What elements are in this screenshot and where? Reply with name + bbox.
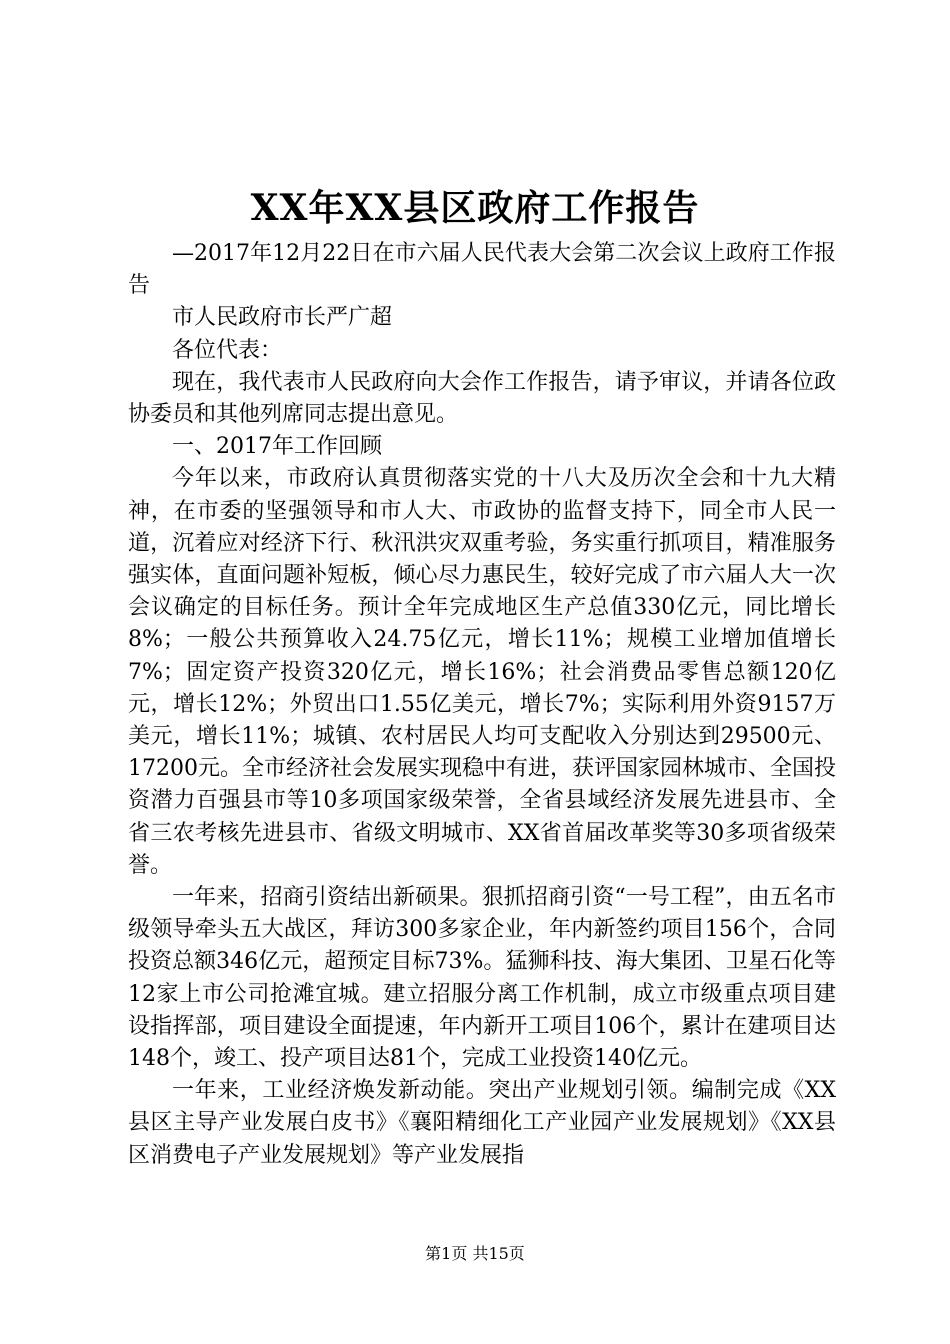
paragraph-investment: 一年来，招商引资结出新硕果。狠抓招商引资“一号工程”，由五名市级领导牵头五大战区，拜访300多家企业，年内新签约项目156个，合同投资总额346亿元，超预定目标73%。猛狮科技、海大集团、卫星石化等12家上市公司抢滩宜城。建立招服分离工作机制，成立市级重点项目建设指挥部，项目建设全面提速，年内新开工项目106个，累计在建项目达148个，竣工、投产项目达81个，完成工业投资140亿元。 xyxy=(128,885,836,1072)
paragraph-review: 今年以来，市政府认真贯彻落实党的十八大及历次全会和十九大精神，在市委的坚强领导和市人大、市政协的监督支持下，同全市人民一道，沉着应对经济下行、秋汛洪灾双重考验，务实重行抓项目，精准服务强实体，直面问题补短板，倾心尽力惠民生，较好完成了市六届人大一次会议确定的目标任务。预计全年完成地区生产总值330亿元，同比增长8%；一般公共预算收入24.75亿元，增长11%；规模工业增加值增长7%；固定资产投资320亿元，增长16%；社会消费品零售总额120亿元，增长12%；外贸出口1.55亿美元，增长7%；实际利用外资9157万美元，增长11%；城镇、农村居民人均可支配收入分别达到29500元、17200元。全市经济社会发展实现稳中有进，获评国家园林城市、全国投资潜力百强县市等10多项国家级荣誉，全省县域经济发展先进县市、全省三农考核先进县市、省级文明城市、XX省首届改革奖等30多项省级荣誉。 xyxy=(128,466,836,878)
paragraph-speaker: 市人民政府市长严广超 xyxy=(172,305,393,331)
section-heading: 一、2017年工作回顾 xyxy=(172,434,382,460)
paragraph-subtitle: —2017年12月22日在市六届人民代表大会第二次会议上政府工作报告 xyxy=(128,241,836,299)
paragraph-salutation: 各位代表： xyxy=(172,337,283,363)
paragraph-industry: 一年来，工业经济焕发新动能。突出产业规划引领。编制完成《XX县区主导产业发展白皮书》《襄阳精细化工产业园产业发展规划》《XX县区消费电子产业发展规划》等产业发展指 xyxy=(128,1078,836,1168)
page-footer: 第1页 共15页 xyxy=(425,1244,525,1263)
document-body xyxy=(128,238,836,1172)
paragraph-intro: 现在，我代表市人民政府向大会作工作报告，请予审议，并请各位政协委员和其他列席同志提出意见。 xyxy=(128,369,836,428)
page-title: XX年XX县区政府工作报告 xyxy=(250,187,700,229)
